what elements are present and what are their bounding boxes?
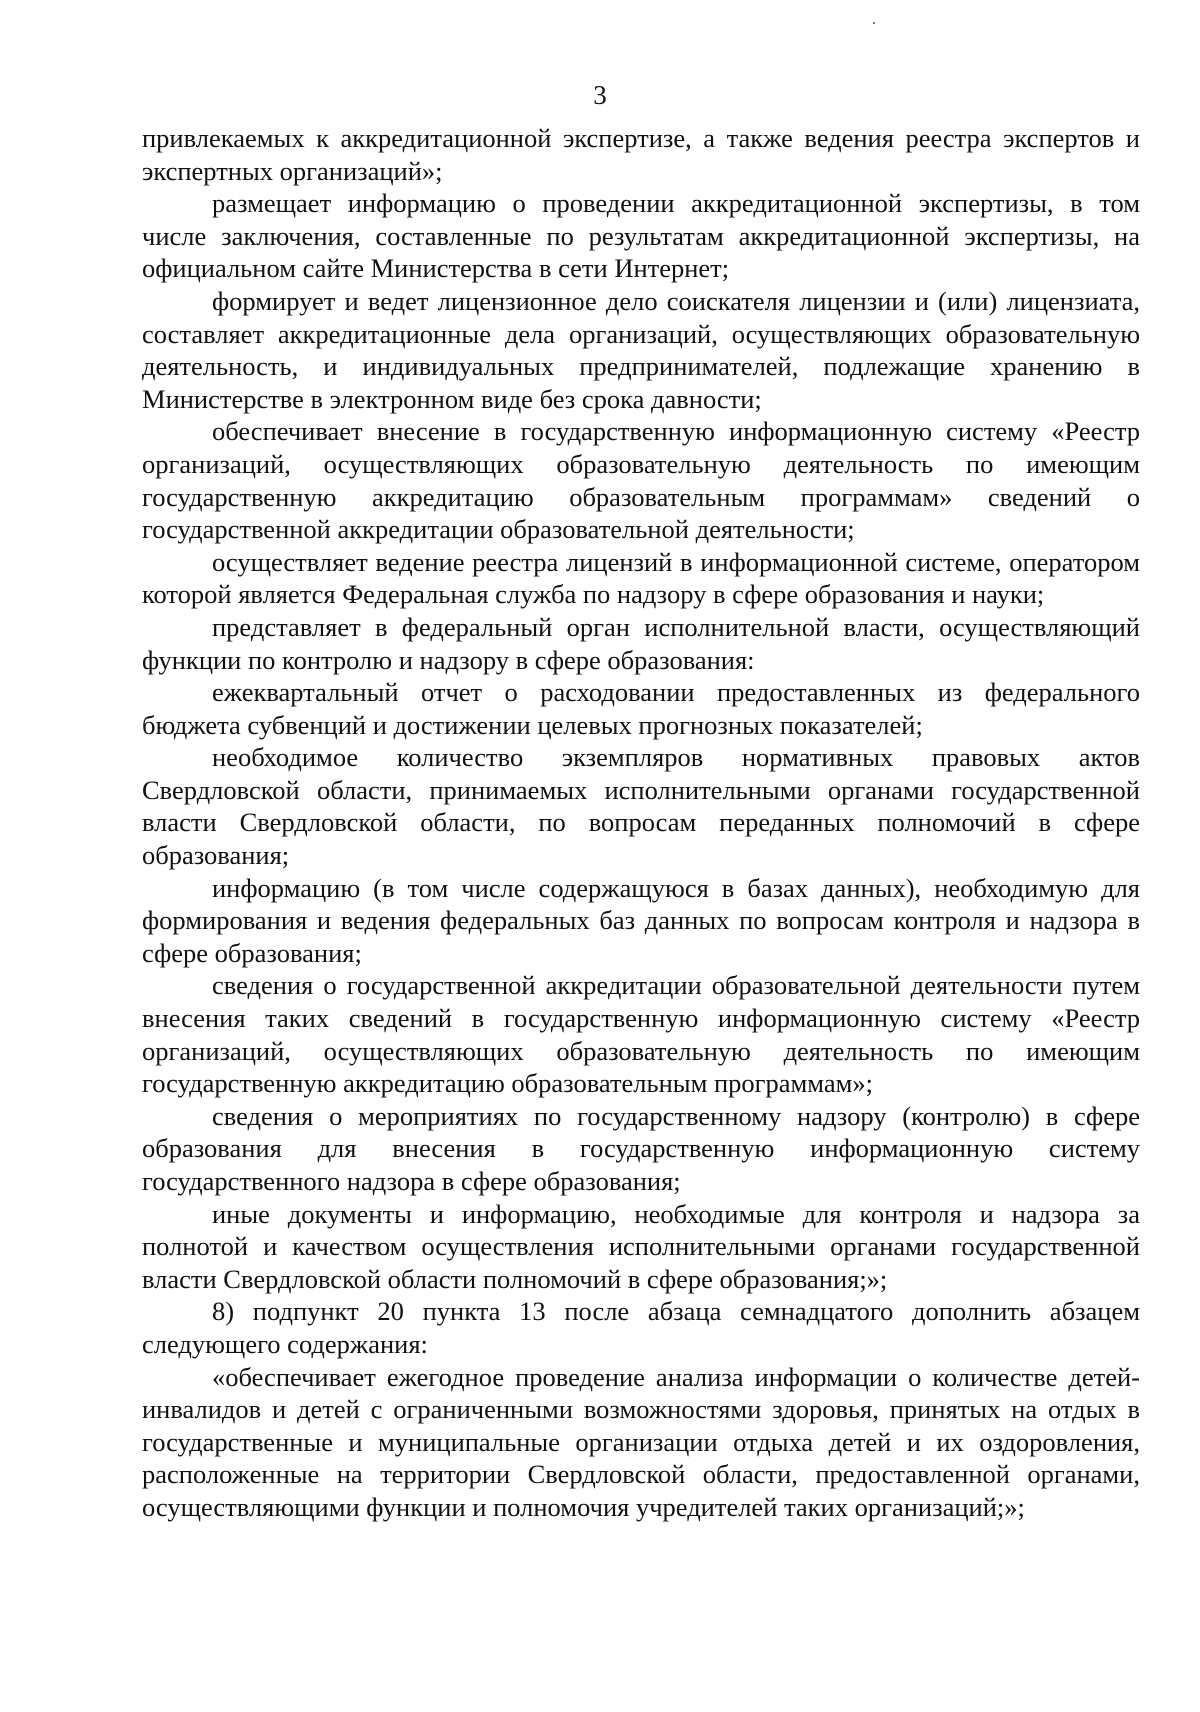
paragraph: представляет в федеральный орган исполнительной власти, осуществляющий функции по контролю и надзору в сфере образования: (142, 611, 1140, 675)
paragraph-continuation: привлекаемых к аккредитационной экспертизе, а также ведения реестра экспертов и экспертных организаций»; (142, 123, 1140, 186)
paragraph: формирует и ведет лицензионное дело соискателя лицензии и (или) лицензиата, составляет аккредитационные дела организаций, осуществляющих образовательную деятельность, и индивидуальных предпринимателей, подлежащие хранению в Министерстве в электронном виде без срока давности; (142, 285, 1140, 414)
scan-speck (873, 22, 875, 24)
paragraph: размещает информацию о проведении аккредитационной экспертизы, в том числе заключения, составленные по результатам аккредитационной экспертизы, на официальном сайте Министерства в сети Интернет; (142, 188, 1140, 284)
paragraph: «обеспечивает ежегодное проведение анализа информации о количестве детей-инвалидов и детей с ограниченными возможностями здоровья, принятых на отдых в государственные и муниципальные организации отдыха детей и их оздоровления, расположенные на территории Свердловской области, предоставленной органами, осуществляющими функции и полномочия учредителей таких организаций;»; (142, 1361, 1140, 1522)
paragraph: иные документы и информацию, необходимые для контроля и надзора за полнотой и качеством осуществления исполнительными органами государственной власти Свердловской области полномочий в сфере образования;»; (142, 1198, 1140, 1294)
paragraph: сведения о государственной аккредитации образовательной деятельности путем внесения таких сведений в государственную информационную систему «Реестр организаций, осуществляющих образовательную деятельность по имеющим государственную аккредитацию образовательным программам»; (142, 970, 1140, 1099)
paragraph: 8) подпункт 20 пункта 13 после абзаца семнадцатого дополнить абзацем следующего содержания: (142, 1296, 1140, 1359)
paragraph: обеспечивает внесение в государственную информационную систему «Реестр организаций, осуществляющих образовательную деятельность по имеющим государственную аккредитацию образовательным программам» сведений о государственной аккредитации образовательной деятельности; (142, 416, 1140, 545)
paragraph: информацию (в том числе содержащуюся в базах данных), необходимую для формирования и ведения федеральных баз данных по вопросам контроля и надзора в сфере образования; (142, 872, 1140, 968)
paragraph: сведения о мероприятиях по государственному надзору (контролю) в сфере образования для внесения в государственную информационную систему государственного надзора в сфере образования; (142, 1100, 1140, 1196)
paragraph: необходимое количество экземпляров нормативных правовых актов Свердловской области, принимаемых исполнительными органами государственной власти Свердловской области, по вопросам переданных полномочий в сфере образования; (142, 742, 1140, 871)
paragraph: ежеквартальный отчет о расходовании предоставленных из федерального бюджета субвенций и достижении целевых прогнозных показателей; (142, 677, 1140, 740)
document-body (142, 122, 1140, 1524)
page-number: 3 (593, 80, 607, 110)
paragraph: осуществляет ведение реестра лицензий в информационной системе, оператором которой является Федеральная служба по надзору в сфере образования и науки; (142, 546, 1140, 610)
